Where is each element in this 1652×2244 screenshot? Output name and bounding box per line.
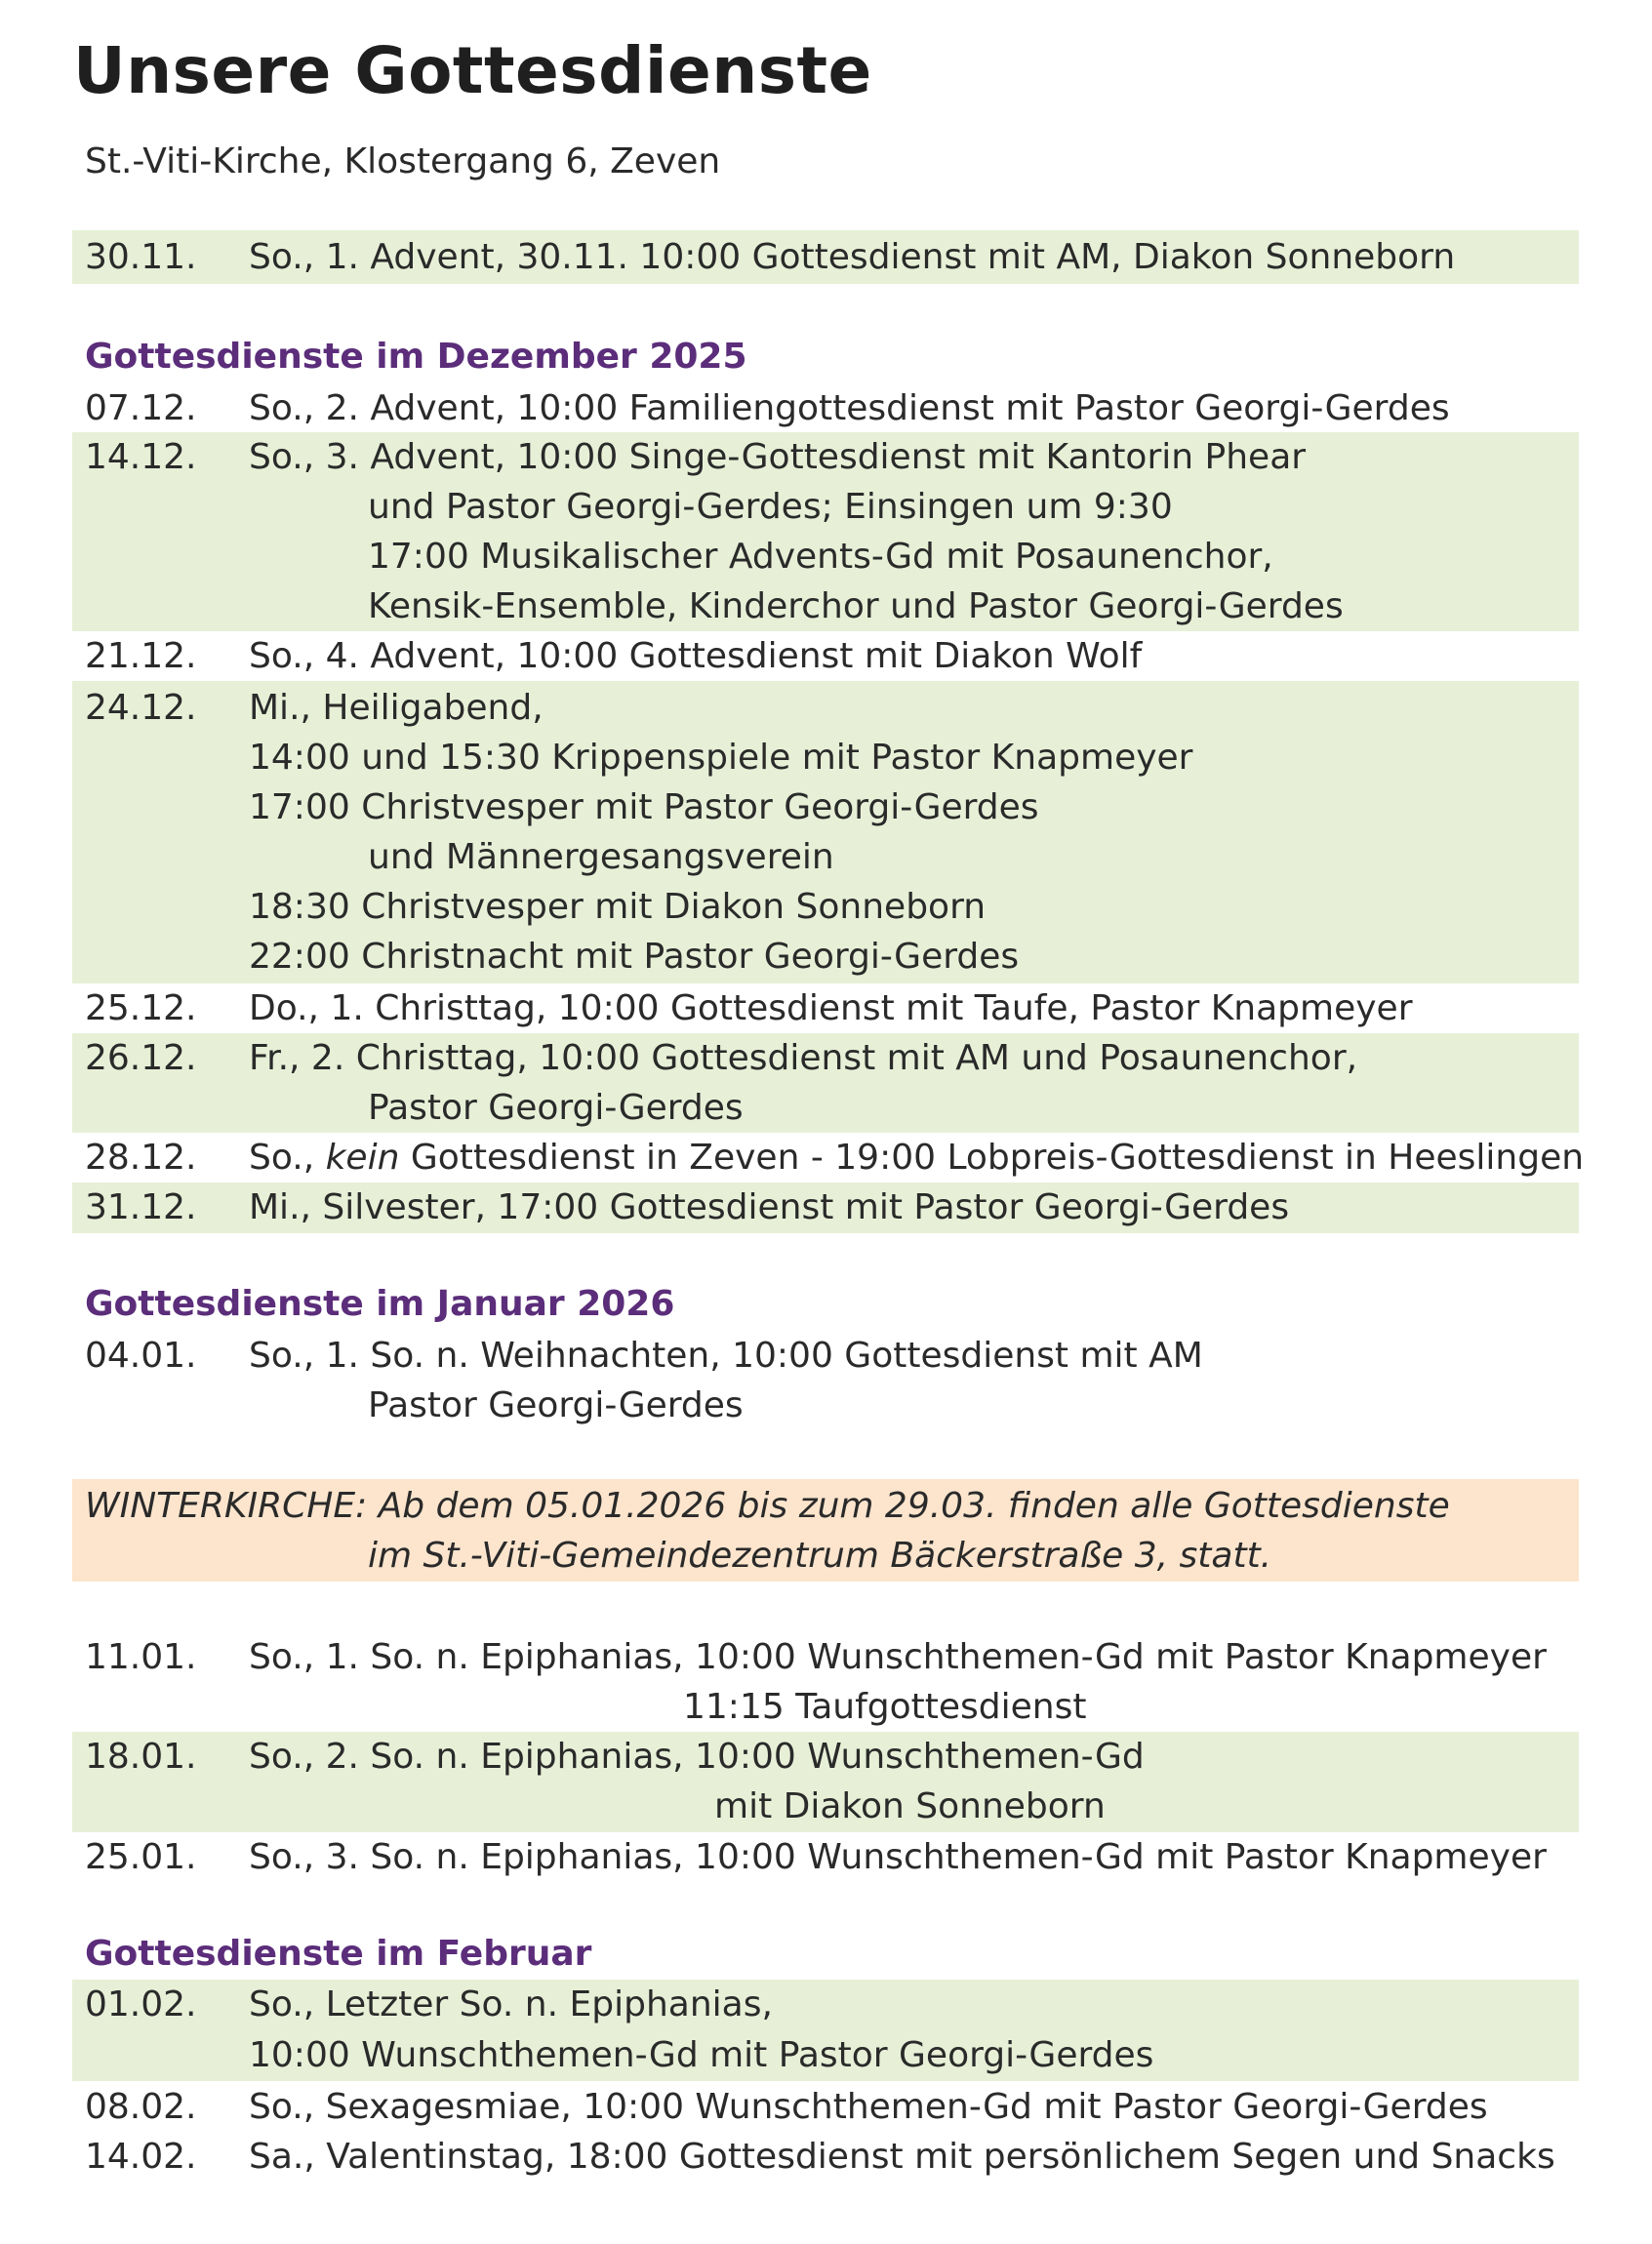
service-line: Pastor Georgi-Gerdes: [368, 1385, 744, 1425]
service-date: 04.01.: [85, 1336, 197, 1376]
service-line-rest: Gottesdienst in Zeven - 19:00 Lobpreis-Gottesdienst in Heeslingen: [399, 1138, 1585, 1178]
service-line: Mi., Silvester, 17:00 Gottesdienst mit Pastor Georgi-Gerdes: [249, 1187, 1290, 1227]
service-row: [72, 1732, 1579, 1832]
section-heading-december: Gottesdienste im Dezember 2025: [85, 337, 747, 377]
service-row: [72, 983, 1579, 1033]
service-line: und Männergesangsverein: [368, 837, 834, 877]
service-line: So., 1. So. n. Epiphanias, 10:00 Wunschthemen-Gd mit Pastor Knapmeyer: [249, 1637, 1547, 1677]
service-line: 14:00 und 15:30 Krippenspiele mit Pastor Knapmeyer: [249, 738, 1193, 778]
service-row: [72, 230, 1579, 284]
service-line: mit Diakon Sonneborn: [714, 1786, 1106, 1826]
service-date: 26.12.: [85, 1038, 197, 1078]
notice-line: im St.-Viti-Gemeindezentrum Bäckerstraße 3, statt.: [368, 1536, 1272, 1576]
service-date: 30.11.: [85, 237, 197, 277]
section-heading-january: Gottesdienste im Januar 2026: [85, 1284, 675, 1324]
service-line: So., Sexagesmiae, 10:00 Wunschthemen-Gd mit Pastor Georgi-Gerdes: [249, 2087, 1488, 2127]
service-line: und Pastor Georgi-Gerdes; Einsingen um 9:30: [368, 487, 1173, 527]
service-line: So., 4. Advent, 10:00 Gottesdienst mit Diakon Wolf: [249, 636, 1143, 676]
service-line: Kensik-Ensemble, Kinderchor und Pastor Georgi-Gerdes: [368, 586, 1344, 626]
service-row: [72, 631, 1579, 681]
service-line: So., Letzter So. n. Epiphanias,: [249, 1984, 773, 2024]
service-row: [72, 1331, 1579, 1430]
service-line: Pastor Georgi-Gerdes: [368, 1088, 744, 1128]
service-line: Mi., Heiligabend,: [249, 688, 544, 728]
service-line: So., 3. So. n. Epiphanias, 10:00 Wunschthemen-Gd mit Pastor Knapmeyer: [249, 1837, 1547, 1877]
service-date: 01.02.: [85, 1984, 197, 2024]
service-line-emphasis: kein: [325, 1138, 400, 1178]
church-location: St.-Viti-Kirche, Klostergang 6, Zeven: [85, 141, 721, 181]
service-date: 31.12.: [85, 1187, 197, 1227]
service-row: [72, 1033, 1579, 1133]
service-date: 25.01.: [85, 1837, 197, 1877]
page-title: Unsere Gottesdienste: [73, 33, 872, 108]
service-row: [72, 1980, 1579, 2081]
service-date: 21.12.: [85, 636, 197, 676]
winter-church-notice: [72, 1479, 1579, 1582]
service-line: 11:15 Taufgottesdienst: [683, 1687, 1087, 1727]
service-line-prefix: So.,: [249, 1138, 326, 1178]
service-row: [72, 432, 1579, 631]
service-date: 07.12.: [85, 388, 197, 428]
service-row: [72, 2082, 1579, 2132]
service-row: [72, 681, 1579, 983]
service-row: [72, 1632, 1579, 1732]
section-heading-february: Gottesdienste im Februar: [85, 1934, 592, 1974]
service-line: [249, 1133, 1584, 1182]
service-line: 22:00 Christnacht mit Pastor Georgi-Gerdes: [249, 937, 1020, 977]
service-row: [72, 1133, 1585, 1182]
service-date: 18.01.: [85, 1737, 197, 1777]
service-line: 17:00 Musikalischer Advents-Gd mit Posaunenchor,: [368, 537, 1273, 577]
service-row: [72, 383, 1579, 433]
service-date: 24.12.: [85, 688, 197, 728]
service-row: [72, 1182, 1579, 1233]
service-line: So., 2. Advent, 10:00 Familiengottesdienst mit Pastor Georgi-Gerdes: [249, 388, 1450, 428]
service-line: 17:00 Christvesper mit Pastor Georgi-Gerdes: [249, 787, 1039, 827]
service-line: Sa., Valentinstag, 18:00 Gottesdienst mit persönlichem Segen und Snacks: [249, 2137, 1555, 2177]
service-row: [72, 1832, 1579, 1882]
service-line: So., 1. Advent, 30.11. 10:00 Gottesdienst mit AM, Diakon Sonneborn: [249, 237, 1456, 277]
service-row: [72, 2132, 1579, 2182]
service-line: 18:30 Christvesper mit Diakon Sonneborn: [249, 887, 987, 927]
service-date: 28.12.: [85, 1138, 197, 1178]
service-date: 25.12.: [85, 988, 197, 1028]
service-line: Fr., 2. Christtag, 10:00 Gottesdienst mit AM und Posaunenchor,: [249, 1038, 1358, 1078]
service-line: Do., 1. Christtag, 10:00 Gottesdienst mit Taufe, Pastor Knapmeyer: [249, 988, 1413, 1028]
service-line: So., 1. So. n. Weihnachten, 10:00 Gottesdienst mit AM: [249, 1336, 1203, 1376]
service-line: 10:00 Wunschthemen-Gd mit Pastor Georgi-Gerdes: [249, 2035, 1154, 2075]
service-date: 14.02.: [85, 2137, 197, 2177]
service-line: So., 2. So. n. Epiphanias, 10:00 Wunschthemen-Gd: [249, 1737, 1145, 1777]
service-line: So., 3. Advent, 10:00 Singe-Gottesdienst mit Kantorin Phear: [249, 437, 1307, 477]
service-date: 11.01.: [85, 1637, 197, 1677]
service-date: 08.02.: [85, 2087, 197, 2127]
notice-line: WINTERKIRCHE: Ab dem 05.01.2026 bis zum 29.03. finden alle Gottesdienste: [85, 1486, 1450, 1526]
service-date: 14.12.: [85, 437, 197, 477]
